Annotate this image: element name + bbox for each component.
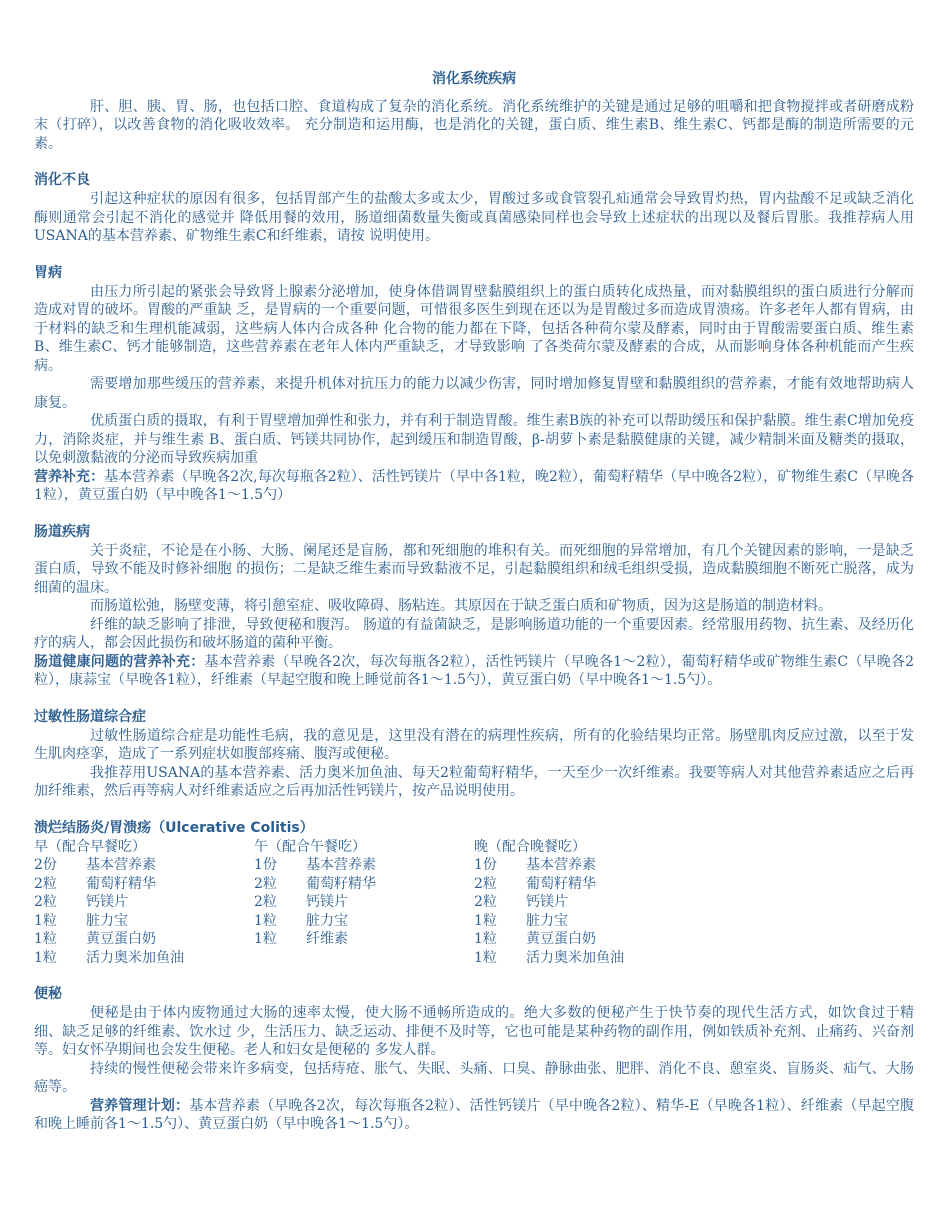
section-heading-constipation: 便秘 (34, 986, 62, 1002)
meal-header-breakfast: 早（配合早餐吃） (34, 838, 146, 855)
meal-table-cell (34, 949, 254, 968)
meal-table-row (34, 912, 674, 931)
section-heading-ibs: 过敏性肠道综合症 (34, 708, 146, 725)
dose-item: 葡萄籽精华 (526, 875, 596, 892)
dose-quantity: 1份 (254, 857, 277, 873)
dose-quantity: 2份 (34, 857, 57, 873)
meal-table-row (34, 856, 674, 875)
dose-item: 黄豆蛋白奶 (526, 931, 596, 947)
dose-item: 黄豆蛋白奶 (86, 931, 156, 947)
intestine-paragraph-2: 而肠道松弛，肠壁变薄，将引憩室症、吸收障碍、肠粘连。其原因在于缺乏蛋白质和矿物质，因为这是肠道的制造材料。 (90, 598, 832, 614)
dose-quantity: 2粒 (34, 894, 57, 910)
meal-header-lunch: 午（配合午餐吃） (254, 838, 366, 855)
stomach-paragraph-2: 需要增加那些缓压的营养素，来提升机体对抗压力的能力以减少伤害，同时增加修复胃壁和黏膜组织的营养素，才能有效地帮助病人康复。 (34, 376, 914, 411)
dose-item: 葡萄籽精华 (306, 875, 376, 892)
meal-table-cell (474, 893, 674, 912)
constipation-plan-paragraph (34, 1097, 914, 1134)
meal-table-cell (34, 875, 254, 894)
meal-table-cell (254, 930, 474, 949)
intestine-paragraph-3: 纤维的缺乏影响了排泄，导致便秘和腹泻。 肠道的有益菌缺乏，是影响肠道功能的一个重要因素。经常服用药物、抗生素、及经历化疗的病人，都会因此损伤和破坏肠道的菌种平衡。 (34, 616, 914, 651)
dose-item: 基本营养素 (526, 857, 596, 873)
ibs-paragraph-2: 我推荐用USANA的基本营养素、活力奥米加鱼油、每天2粒葡萄籽精华，一天至少一次纤维素。我要等病人对其他营养素适应之后再加纤维素，然后再等病人对纤维素适应之后再加活性钙镁片，按产品说明使用。 (34, 764, 914, 799)
dose-item: 钙镁片 (526, 894, 568, 910)
dose-item: 钙镁片 (86, 894, 128, 910)
meal-table-cell (34, 856, 254, 875)
intro-paragraph: 肝、胆、胰、胃、肠，也包括口腔、食道构成了复杂的消化系统。消化系统维护的关键是通过足够的咀嚼和把食物搅拌或者研磨成粉末（打碎），以改善食物的消化吸收效率。 充分制造和运用酶，也是消化的关键，蛋白质、维生素B、维生素C、钙都是酶的制造所需要的元素。 (34, 98, 914, 152)
dose-quantity: 2粒 (474, 894, 497, 910)
stomach-supplement-paragraph (34, 468, 914, 505)
document-page (34, 70, 914, 1134)
dose-item: 活力奥米加鱼油 (86, 949, 184, 966)
dose-item: 脏力宝 (86, 912, 128, 929)
ibs-paragraph-1: 过敏性肠道综合症是功能性毛病，我的意见是，这里没有潜在的病理性疾病，所有的化验结果均正常。肠壁肌肉反应过激，以至于发生肌肉痉挛，造成了一系列症状如腹部疼痛、腹泻或便秘。 (34, 727, 914, 762)
dose-quantity: 1粒 (254, 931, 277, 947)
dose-quantity: 2粒 (34, 875, 57, 892)
dose-quantity: 1粒 (34, 949, 57, 966)
meal-table-row (34, 930, 674, 949)
dose-quantity: 1粒 (254, 912, 277, 929)
meal-table-row (34, 893, 674, 912)
dose-item: 脏力宝 (306, 912, 348, 929)
intestine-supplement-label: 肠道健康问题的营养补充： (34, 653, 205, 670)
meal-table-cell (254, 912, 474, 931)
intestine-supplement-text: 基本营养素（早晚各2次，每次每瓶各2粒），活性钙镁片（早晚各1～2粒），葡萄籽精华或矿物维生素C（早晚各2粒），康蒜宝（早晚各1粒），纤维素（早起空腹和晚上睡觉前各1～1.5勺），黄豆蛋白奶（早中晚各1～1.5勺）。 (34, 653, 914, 688)
dose-quantity: 1粒 (34, 912, 57, 929)
stomach-supplement-text: 基本营养素（早晚各2次,每次每瓶各2粒）、活性钙镁片（早中各1粒，晚2粒），葡萄籽精华（早中晚各2粒），矿物维生素C（早晚各1粒），黄豆蛋白奶（早中晚各1～1.5勺） (34, 468, 915, 503)
page-title: 消化系统疾病 (432, 71, 516, 87)
dose-quantity: 1粒 (34, 931, 57, 947)
constipation-paragraph-1: 便秘是由于体内废物通过大肠的速率太慢，使大肠不通畅所造成的。绝大多数的便秘产生于快节奏的现代生活方式，如饮食过于精细、缺乏足够的纤维素、饮水过 少，生活压力、缺乏运动、排便不及时等，它也可能是某种药物的副作用，例如铁质补充剂、止痛药、兴奋剂等。妇女怀孕期间也会发生便秘。老人和妇女是便秘的 多发人群。 (34, 1005, 914, 1058)
dose-item: 基本营养素 (306, 857, 376, 873)
intestine-paragraph-1: 关于炎症，不论是在小肠、大肠、阑尾还是盲肠，都和死细胞的堆积有关。而死细胞的异常增加，有几个关键因素的影响，一是缺乏蛋白质，导致不能及时修补细胞 的损伤；二是缺乏维生素而导致黏液不足，引起黏膜组织和绒毛组织受损，造成黏膜细胞不断死亡脱落，成为细菌的温床。 (34, 542, 914, 596)
section-heading-stomach: 胃病 (34, 264, 62, 281)
meal-table-row (34, 875, 674, 894)
meal-table-cell (254, 893, 474, 912)
stomach-paragraph-1: 由压力所引起的紧张会导致肾上腺素分泌增加，使身体借调胃壁黏膜组织上的蛋白质转化成热量，而对黏膜组织的蛋白质进行分解而造成对胃的破坏。胃酸的严重缺 乏，是胃病的一个重要问题，可惜很多医生到现在还以为是胃酸过多而造成胃溃疡。许多老年人都有胃病，由于材料的缺乏和生理机能减弱，这些病人体内合成各种 化合物的能力都在下降，包括各种荷尔蒙及酵素，同时由于胃酸需要蛋白质、维生素B、维生素C、钙才能够制造，这些营养素在老年人体内严重缺乏，才导致影响 了各类荷尔蒙及酵素的合成，从而影响身体各种机能而产生疾病。 (34, 283, 914, 374)
dose-quantity: 1粒 (474, 912, 497, 929)
meal-table-cell (474, 930, 674, 949)
dyspepsia-paragraph: 引起这种症状的原因有很多，包括胃部产生的盐酸太多或太少，胃酸过多或食管裂孔疝通常会导致胃灼热，胃内盐酸不足或缺乏消化酶则通常会引起不消化的感觉并 降低用餐的效用，肠道细菌数量失衡或真菌感染同样也会导致上述症状的出现以及餐后胃胀。我推荐病人用USANA的基本营养素、矿物维生素C和纤维素，请按 说明使用。 (34, 191, 914, 244)
meal-table-cell (474, 856, 674, 875)
constipation-plan-label: 营养管理计划： (90, 1097, 190, 1114)
meal-table-cell (34, 893, 254, 912)
meal-table-cell (474, 912, 674, 931)
stomach-supplement-label: 营养补充： (34, 468, 105, 485)
dose-item: 脏力宝 (526, 912, 568, 929)
stomach-paragraph-3: 优质蛋白质的摄取，有利于胃壁增加弹性和张力，并有利于制造胃酸。维生素B族的补充可以帮助缓压和保护黏膜。维生素C增加免疫力，消除炎症，并与维生素 B、蛋白质、钙镁共同协作，起到缓压和制造胃酸，β-胡萝卜素是黏膜健康的关键，减少精制米面及糖类的摄取，以免刺激黏液的分泌而导致疾病加重 (34, 413, 914, 466)
meal-table-cell (254, 949, 474, 968)
dose-item: 葡萄籽精华 (86, 875, 156, 892)
constipation-plan-text: 基本营养素（早晚各2次，每次每瓶各2粒）、活性钙镁片（早中晚各2粒）、精华-E（早晚各1粒）、纤维素（早起空腹和晚上睡前各1～1.5勺）、黄豆蛋白奶（早中晚各1～1.5勺）。 (34, 1097, 915, 1132)
meal-table-cell (474, 949, 674, 968)
meal-header-dinner: 晚（配合晚餐吃） (474, 838, 586, 855)
dose-item: 钙镁片 (306, 894, 348, 910)
meal-table-cell (254, 856, 474, 875)
dose-quantity: 1粒 (474, 949, 497, 966)
section-heading-dyspepsia: 消化不良 (34, 172, 90, 188)
dose-quantity: 2粒 (254, 894, 277, 910)
intestine-supplement-paragraph (34, 653, 914, 690)
colitis-meal-table (34, 838, 674, 968)
section-heading-colitis: 溃烂结肠炎/胃溃疡（Ulcerative Colitis） (34, 819, 314, 836)
dose-quantity: 2粒 (254, 875, 277, 892)
meal-table-cell (254, 875, 474, 894)
constipation-paragraph-2: 持续的慢性便秘会带来许多病变，包括痔疮、胀气、失眠、头痛、口臭、静脉曲张、肥胖、消化不良、憩室炎、盲肠炎、疝气、大肠癌等。 (34, 1060, 914, 1095)
dose-item: 活力奥米加鱼油 (526, 949, 624, 966)
dose-item: 基本营养素 (86, 857, 156, 873)
dose-quantity: 1粒 (474, 931, 497, 947)
meal-table-header-row (34, 838, 674, 857)
meal-table-cell (34, 930, 254, 949)
dose-item: 纤维素 (306, 931, 348, 947)
dose-quantity: 1份 (474, 857, 497, 873)
section-heading-intestine: 肠道疾病 (34, 523, 90, 540)
dose-quantity: 2粒 (474, 875, 497, 892)
meal-table-row (34, 949, 674, 968)
meal-table-cell (34, 912, 254, 931)
meal-table-cell (474, 875, 674, 894)
